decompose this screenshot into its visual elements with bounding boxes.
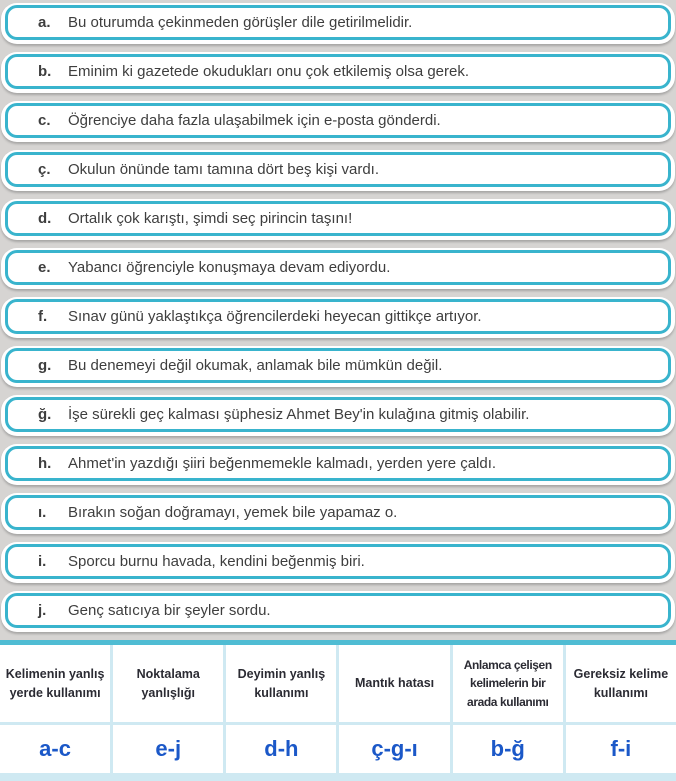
- sentence-text: Ahmet'in yazdığı şiiri beğenmemekle kalmadı, yerden yere çaldı.: [68, 455, 497, 472]
- answer-table-header-cell: Noktalama yanlışlığı: [113, 645, 223, 722]
- sentence-box-d: [1, 199, 675, 240]
- answer-table-header-cell: Anlamca çelişen kelimelerin bir arada kullanımı: [453, 645, 563, 722]
- sentence-box-g: [1, 346, 675, 387]
- sentence-text: Sınav günü yaklaştıkça öğrencilerdeki heyecan gittikçe artıyor.: [68, 308, 482, 325]
- sentence-text: Okulun önünde tamı tamına dört beş kişi vardı.: [68, 161, 379, 178]
- sentence-label: j.: [38, 602, 47, 619]
- sentence-box-inner: [5, 299, 671, 334]
- sentence-text: Bırakın soğan doğramayı, yemek bile yapamaz o.: [68, 504, 398, 521]
- sentence-text: Öğrenciye daha fazla ulaşabilmek için e-posta gönderdi.: [68, 112, 441, 129]
- answer-table-header-cell: Deyimin yanlış kullanımı: [226, 645, 336, 722]
- sentence-box-inner: [5, 397, 671, 432]
- sentence-box-inner: [5, 201, 671, 236]
- sentence-label: e.: [38, 259, 51, 276]
- sentence-label: c.: [38, 112, 51, 129]
- sentence-box-c: [1, 101, 675, 142]
- sentence-label: h.: [38, 455, 52, 472]
- answer-table-answer-cell: a-c: [0, 725, 110, 773]
- sentence-label: b.: [38, 63, 52, 80]
- sentence-box-inner: [5, 593, 671, 628]
- sentence-label: ı.: [38, 504, 47, 521]
- sentence-box-j: [1, 591, 675, 632]
- sentence-box-cc: [1, 150, 675, 191]
- sentence-text: Genç satıcıya bir şeyler sordu.: [68, 602, 271, 619]
- sentence-label: ğ.: [38, 406, 52, 423]
- sentence-box-inner: [5, 103, 671, 138]
- answer-table-answer-cell: e-j: [113, 725, 223, 773]
- sentence-text: Sporcu burnu havada, kendini beğenmiş biri.: [68, 553, 365, 570]
- sentence-box-inner: [5, 250, 671, 285]
- answer-table-answer-cell: ç-g-ı: [339, 725, 449, 773]
- sentence-label: i.: [38, 553, 47, 570]
- sentence-box-inner: [5, 446, 671, 481]
- sentence-box-h: [1, 444, 675, 485]
- sentence-box-ii-dotless: [1, 493, 675, 534]
- sentence-box-b: [1, 52, 675, 93]
- sentence-box-a: [1, 3, 675, 44]
- answer-table: [0, 640, 676, 781]
- sentence-text: İşe sürekli geç kalması şüphesiz Ahmet Bey'in kulağına gitmiş olabilir.: [68, 406, 530, 423]
- answer-table-answer-cell: f-i: [566, 725, 676, 773]
- sentence-box-inner: [5, 348, 671, 383]
- sentence-label: d.: [38, 210, 52, 227]
- sentence-box-inner: [5, 495, 671, 530]
- sentence-label: f.: [38, 308, 48, 325]
- sentence-box-e: [1, 248, 675, 289]
- sentence-box-inner: [5, 544, 671, 579]
- sentence-box-inner: [5, 152, 671, 187]
- answer-table-answer-cell: b-ğ: [453, 725, 563, 773]
- sentence-box-i: [1, 542, 675, 583]
- answer-table-header-cell: Kelimenin yanlış yerde kullanımı: [0, 645, 110, 722]
- sentence-box-f: [1, 297, 675, 338]
- sentence-label: a.: [38, 14, 51, 31]
- sentence-box-gg: [1, 395, 675, 436]
- sentence-text: Yabancı öğrenciyle konuşmaya devam ediyordu.: [68, 259, 391, 276]
- sentence-text: Bu denemeyi değil okumak, anlamak bile mümkün değil.: [68, 357, 443, 374]
- answer-table-header-cell: Gereksiz kelime kullanımı: [566, 645, 676, 722]
- sentence-label: g.: [38, 357, 52, 374]
- sentence-text: Bu oturumda çekinmeden görüşler dile getirilmelidir.: [68, 14, 413, 31]
- answer-table-answer-cell: d-h: [226, 725, 336, 773]
- sentence-box-inner: [5, 54, 671, 89]
- sentence-box-inner: [5, 5, 671, 40]
- sentence-label: ç.: [38, 161, 51, 178]
- sentence-text: Ortalık çok karıştı, şimdi seç pirincin taşını!: [68, 210, 353, 227]
- sentence-text: Eminim ki gazetede okudukları onu çok etkilemiş olsa gerek.: [68, 63, 470, 80]
- answer-table-header-cell: Mantık hatası: [339, 645, 449, 722]
